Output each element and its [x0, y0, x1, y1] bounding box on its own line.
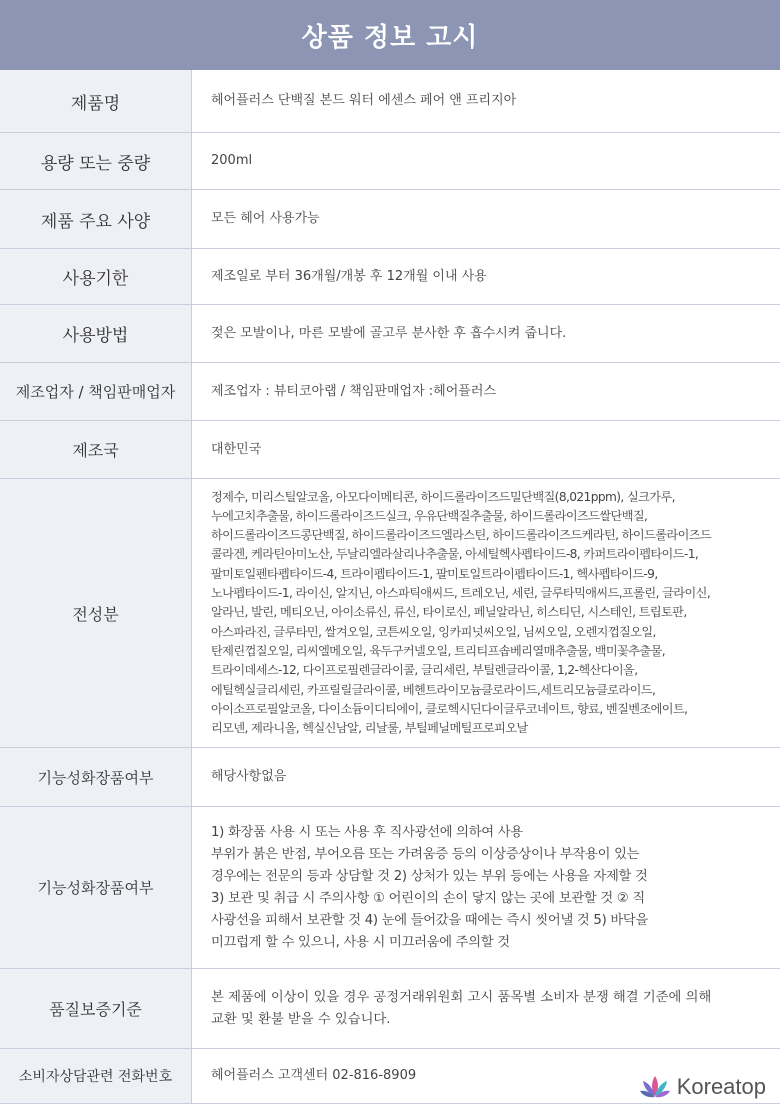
row-label: 사용방법 — [0, 305, 192, 363]
table-row — [0, 249, 780, 305]
row-label: 전성분 — [0, 479, 192, 748]
table-row — [0, 807, 780, 969]
row-label: 기능성화장품여부 — [0, 807, 192, 969]
table-row — [0, 479, 780, 748]
row-value: 헤어플러스 단백질 본드 워터 에센스 페어 앤 프리지아 — [192, 70, 780, 133]
logo-text: Koreatop — [676, 1074, 766, 1099]
row-value: 젖은 모발이나, 마른 모발에 골고루 분사한 후 흡수시켜 줍니다. — [192, 305, 780, 363]
row-value: 200ml — [192, 133, 780, 190]
ingredients-value: 정제수, 미리스틸알코올, 아모다이메티콘, 하이드롤라이즈드밀단백질(8,021ppm), 실크가루, 누에고치추출물, 하이드롤라이즈드실크, 우유단백질추출물, 하이드롤라이즈드쌀단백질, 하이드롤라이즈드콩단백질, 하이드롤라이즈드엘라스틴, 하이드롤라이즈드케라틴, 하이드롤라이즈드 콜라겐, 케라틴아미노산, 두날리엘라살리나추출물, 아세틸헥사펩타이드-8, 카퍼트라이펩타이드-1, 팔미토일펜타펩타이드-4, 트라이펩타이드-1, 팔미토일트라이펩타이드-1, 헥사펩타이드-9, 노나펩타이드-1, 라이신, 알지닌, 아스파틱애씨드, 트레오닌, 세린, 글루타믹애씨드,프롤린, 글라이신, 알라닌, 발린, 메티오닌, 아이소류신, 류신, 타이로신, 페닐알라닌, 히스티딘, 시스테인, 트립토판, 아스파라진, 글루타민, 쌀겨오일, 코튼씨오일, 잉카피넛씨오일, 님씨오일, 오렌지껍질오일, 탄제린껍질오일, 리씨엘메오일, 육두구커넬오일, 트리티프솝베리열매추출물, 백미꽃추출물, 트라이데세스-12, 다이프로필렌글라이콜, 글리세린, 부틸렌글라이콜, 1,2-헥산다이올, 에틸헥실글리세린, 카프릴릴글라이콜, 베헨트라이모늄클로라이드,세트리모늄클로라이드, 아이소프로필알코올, 다이소듐이디티에이, 클로헥시딘다이글루코네이트, 향료, 벤질벤조에이트, 리모넨, 제라니올, 헥실신남알, 리날룰, 부틸페닐메틸프로피오날 — [192, 479, 780, 748]
row-label: 품질보증기준 — [0, 969, 192, 1049]
product-info-table — [0, 70, 780, 1104]
row-value: 본 제품에 이상이 있을 경우 공정거래위원회 고시 품목별 소비자 분쟁 해결 기준에 의해 교환 및 환불 받을 수 있습니다. — [192, 969, 780, 1049]
row-label: 사용기한 — [0, 249, 192, 305]
row-value: 제조일로 부터 36개월/개봉 후 12개월 이내 사용 — [192, 249, 780, 305]
table-row — [0, 421, 780, 479]
row-value: 해당사항없음 — [192, 748, 780, 807]
row-label: 제조업자 / 책임판매업자 — [0, 363, 192, 421]
table-row — [0, 363, 780, 421]
precautions-value: 1) 화장품 사용 시 또는 사용 후 직사광선에 의하여 사용 부위가 붉은 반점, 부어오름 또는 가려움증 등의 이상증상이나 부작용이 있는 경우에는 전문의 등과 상담할 것 2) 상처가 있는 부위 등에는 사용을 자제할 것 3) 보관 및 취급 시 주의사항 ① 어린이의 손이 닿지 않는 곳에 보관할 것 ② 직 사광선을 피해서 보관할 것 4) 눈에 들어갔을 때에는 즉시 씻어낼 것 5) 바닥을 미끄럽게 할 수 있으니, 사용 시 미끄러움에 주의할 것 — [192, 807, 780, 969]
koreatop-logo — [639, 1074, 766, 1100]
row-value: 대한민국 — [192, 421, 780, 479]
row-label: 제품 주요 사양 — [0, 190, 192, 249]
row-label: 소비자상담관련 전화번호 — [0, 1049, 192, 1104]
table-row — [0, 190, 780, 249]
row-label: 기능성화장품여부 — [0, 748, 192, 807]
table-row — [0, 748, 780, 807]
lotus-icon — [639, 1074, 671, 1100]
row-label: 용량 또는 중량 — [0, 133, 192, 190]
row-value: 제조업자 : 뷰티코아랩 / 책임판매업자 :헤어플러스 — [192, 363, 780, 421]
table-row — [0, 70, 780, 133]
table-row — [0, 969, 780, 1049]
row-value: 모든 헤어 사용가능 — [192, 190, 780, 249]
row-value: 헤어플러스 고객센터 02-816-8909 — [192, 1049, 780, 1104]
page-title: 상품 정보 고시 — [0, 0, 780, 70]
row-label: 제품명 — [0, 70, 192, 133]
table-row — [0, 305, 780, 363]
row-label: 제조국 — [0, 421, 192, 479]
table-row — [0, 133, 780, 190]
